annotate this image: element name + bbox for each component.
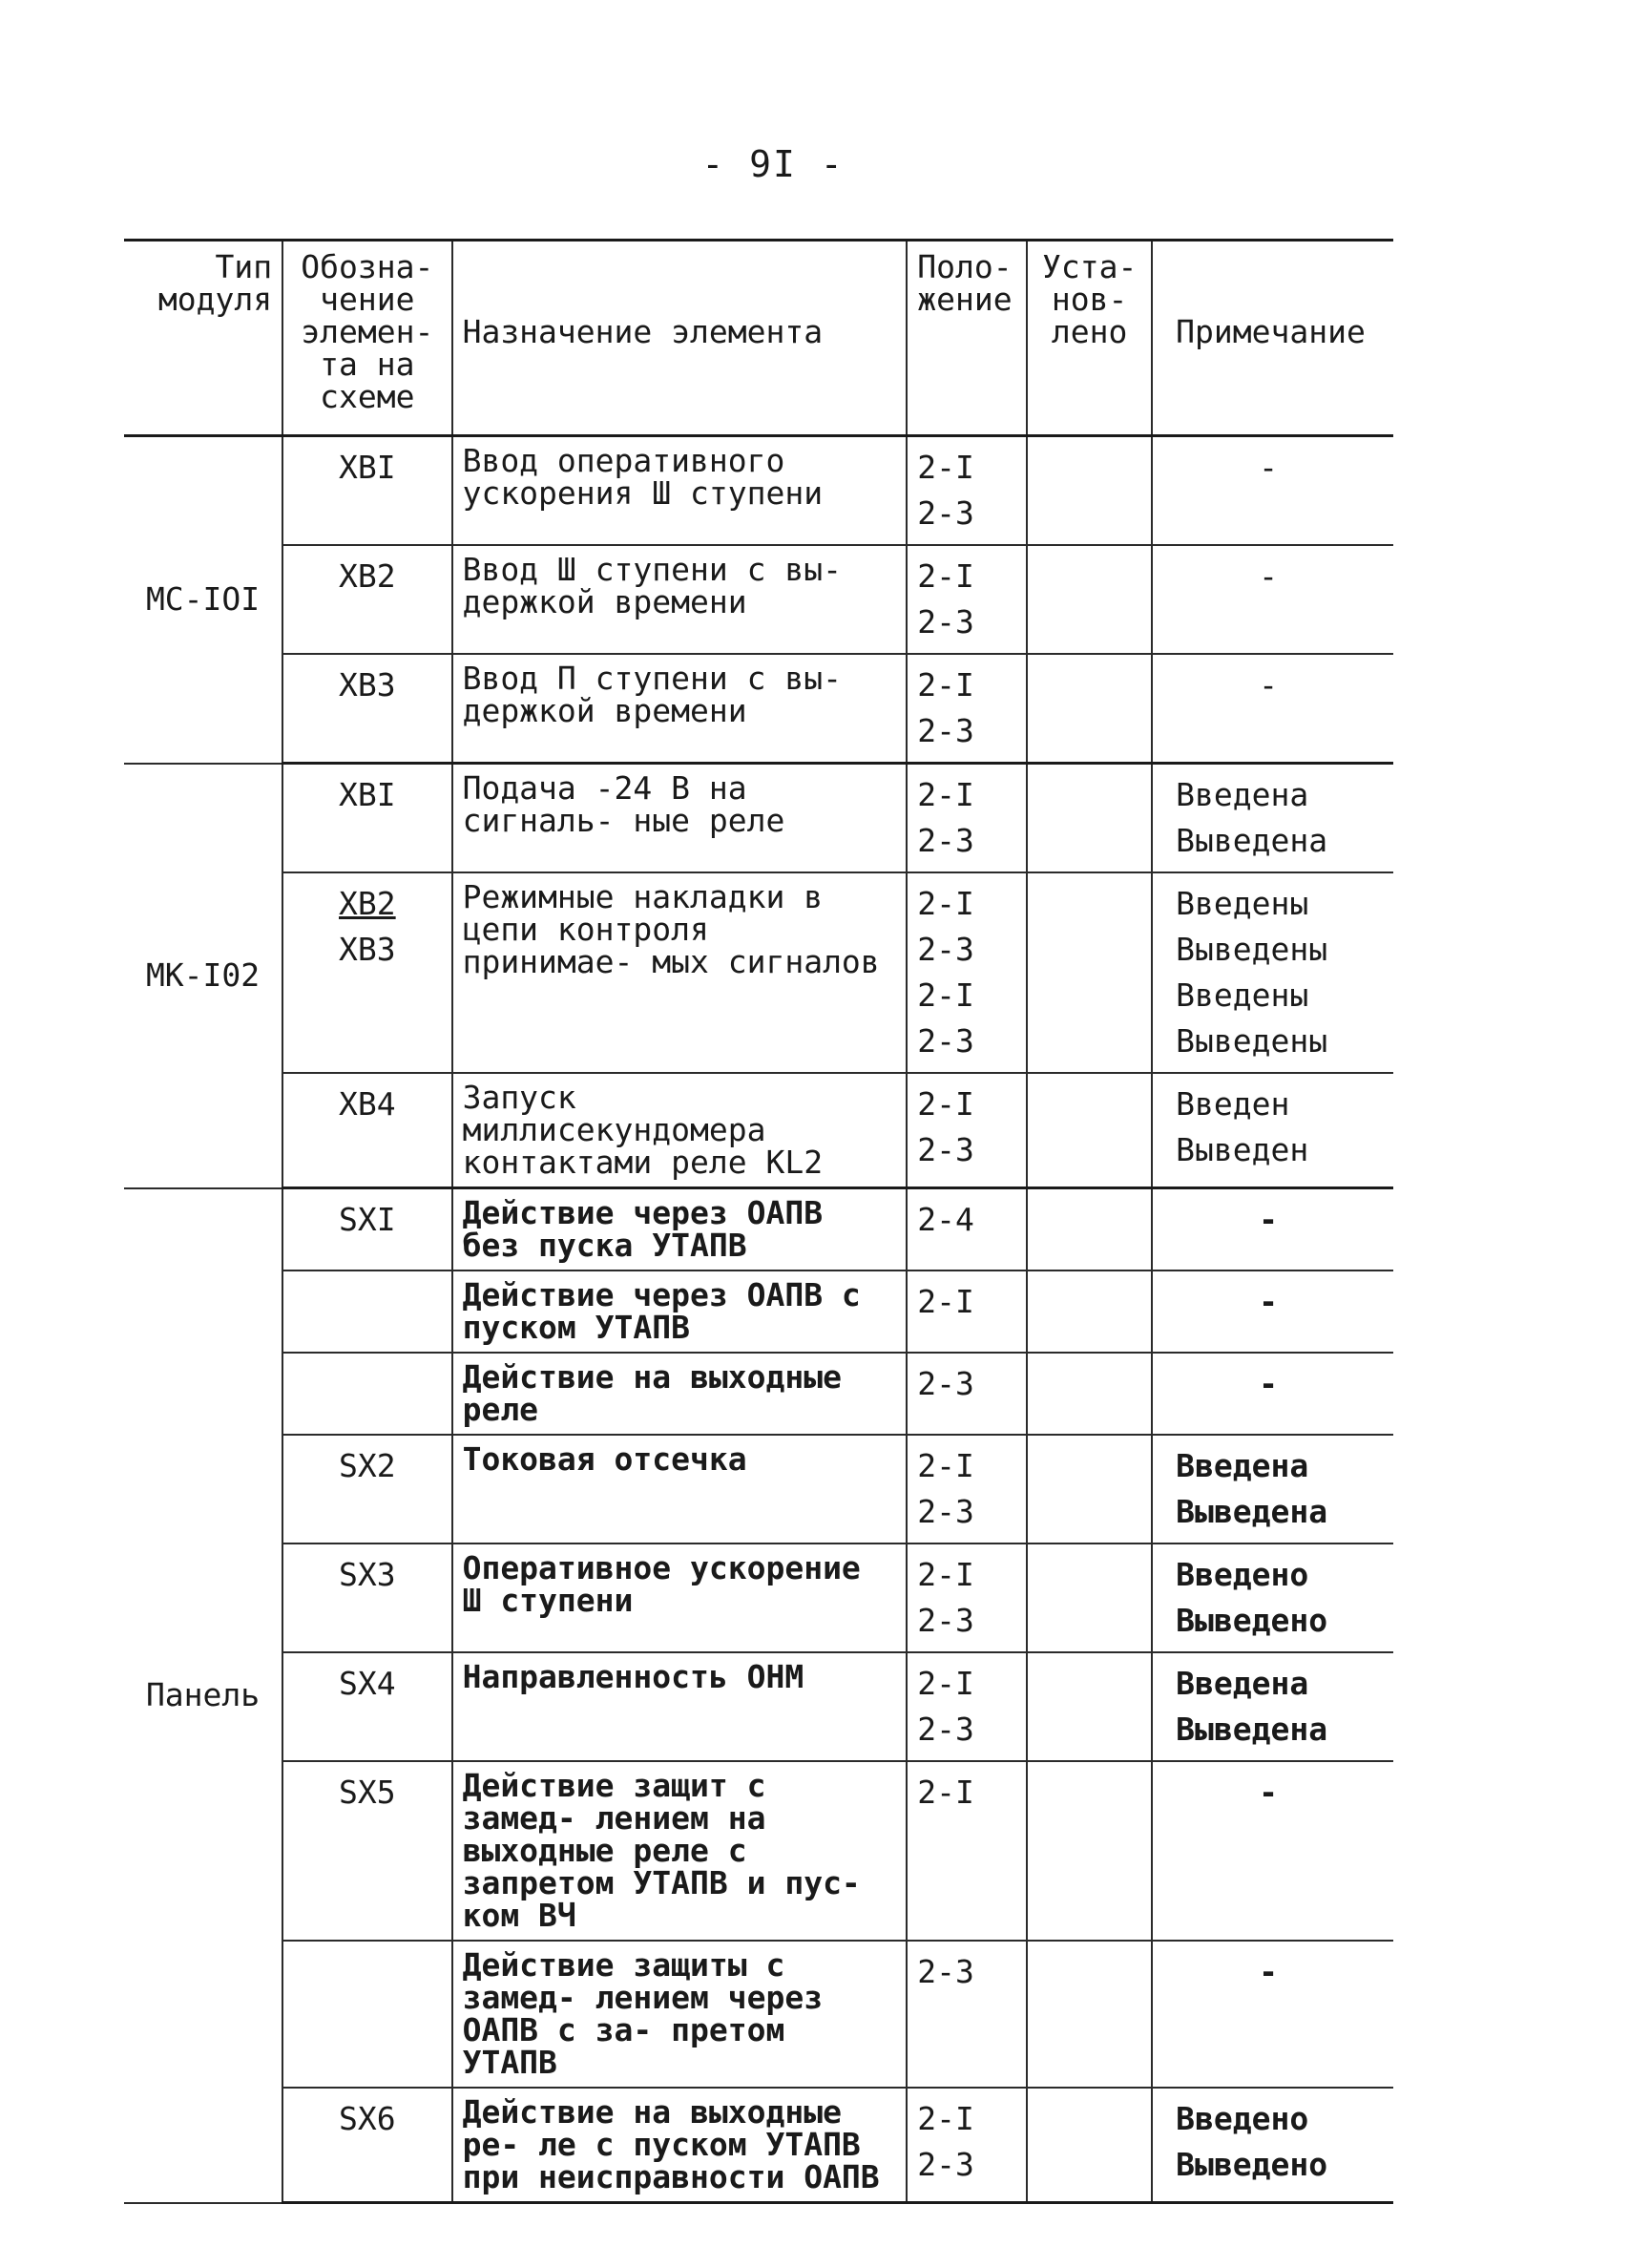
designation-cell <box>282 1073 451 1188</box>
position-cell <box>907 1941 1027 2088</box>
designation-cell <box>282 1188 451 1271</box>
position-value: 2-3 <box>917 1131 974 1168</box>
position-value: 2-3 <box>917 1022 974 1060</box>
header-installed: Уста- нов- лено <box>1027 241 1152 436</box>
installed-cell <box>1027 1188 1152 1271</box>
designation-text: SX5 <box>339 1774 396 1811</box>
note-cell <box>1152 1270 1393 1353</box>
installed-cell <box>1027 1652 1152 1761</box>
note-value: Введено <box>1176 1556 1309 1593</box>
designation-cell <box>282 1353 451 1435</box>
purpose-cell: Действие на выходные ре- ле с пуском УТАПВ при неисправности ОАПВ <box>452 2088 908 2203</box>
header-note: Примечание <box>1152 241 1393 436</box>
note-cell <box>1152 654 1393 764</box>
table-row <box>124 1652 1393 1761</box>
designation-text: SX4 <box>339 1665 396 1702</box>
note-value: - <box>1259 1953 1279 1990</box>
note-value: Введена <box>1176 776 1309 813</box>
position-value: 2-I <box>917 557 974 595</box>
position-value: 2-3 <box>917 1711 974 1748</box>
designation-text <box>293 1361 441 1407</box>
table-row <box>124 1435 1393 1544</box>
installed-cell <box>1027 872 1152 1073</box>
purpose-cell: Действие через ОАПВ без пуска УТАПВ <box>452 1188 908 1271</box>
note-value: Выведено <box>1176 2146 1328 2183</box>
designation-cell <box>282 654 451 764</box>
position-value: 2-I <box>917 1556 974 1593</box>
purpose-cell: Ввод П ступени с вы- держкой времени <box>452 654 908 764</box>
note-value: - <box>1259 557 1279 595</box>
installed-cell <box>1027 436 1152 546</box>
position-value: 2-3 <box>917 494 974 532</box>
position-cell <box>907 1652 1027 1761</box>
table-row <box>124 545 1393 654</box>
note-cell <box>1152 1435 1393 1544</box>
note-value: Введено <box>1176 2100 1309 2137</box>
designation-cell <box>282 545 451 654</box>
position-cell <box>907 1270 1027 1353</box>
purpose-cell: Токовая отсечка <box>452 1435 908 1544</box>
note-value: Выведены <box>1176 931 1328 968</box>
position-cell <box>907 2088 1027 2203</box>
designation-text: XBI <box>339 776 396 813</box>
designation-text: XB2 <box>339 557 396 595</box>
position-value: 2-I <box>917 1447 974 1484</box>
note-value: Выведена <box>1176 822 1328 859</box>
note-cell <box>1152 1941 1393 2088</box>
module-type-cell: Панель <box>124 1188 282 2203</box>
table-row <box>124 436 1393 546</box>
position-value: 2-3 <box>917 603 974 640</box>
installed-cell <box>1027 1761 1152 1941</box>
header-designation: Обозна- чение элемен- та на схеме <box>282 241 451 436</box>
position-value: 2-3 <box>917 1953 974 1990</box>
purpose-cell: Ввод оперативного ускорения Ш ступени <box>452 436 908 546</box>
note-cell <box>1152 1073 1393 1188</box>
installed-cell <box>1027 1073 1152 1188</box>
note-cell <box>1152 1652 1393 1761</box>
table-row <box>124 1270 1393 1353</box>
position-value: 2-I <box>917 1085 974 1123</box>
note-value: Введена <box>1176 1665 1309 1702</box>
table-row <box>124 1353 1393 1435</box>
installed-cell <box>1027 1353 1152 1435</box>
designation-cell <box>282 1761 451 1941</box>
note-value: Введены <box>1176 885 1309 922</box>
designation-text: XB3 <box>339 931 396 968</box>
page-number: - 9I - <box>701 143 845 185</box>
note-cell <box>1152 436 1393 546</box>
position-cell <box>907 1435 1027 1544</box>
position-cell <box>907 1073 1027 1188</box>
designation-text: SX3 <box>339 1556 396 1593</box>
position-value: 2-3 <box>917 1493 974 1530</box>
purpose-cell: Подача -24 В на сигналь- ные реле <box>452 764 908 873</box>
note-value: - <box>1259 1774 1279 1811</box>
note-value: Введен <box>1176 1085 1290 1123</box>
position-cell <box>907 764 1027 873</box>
note-cell <box>1152 1188 1393 1271</box>
designation-cell <box>282 2088 451 2203</box>
designation-cell <box>282 764 451 873</box>
position-value: 2-3 <box>917 2146 974 2183</box>
designation-cell <box>282 1544 451 1652</box>
purpose-cell: Запуск миллисекундомера контактами реле КL2 <box>452 1073 908 1188</box>
table-row <box>124 654 1393 764</box>
position-cell <box>907 654 1027 764</box>
designation-cell <box>282 872 451 1073</box>
position-value: 2-3 <box>917 1365 974 1402</box>
installed-cell <box>1027 1544 1152 1652</box>
designation-text: XBI <box>339 449 396 486</box>
designation-cell <box>282 1652 451 1761</box>
table-row <box>124 1941 1393 2088</box>
table-row <box>124 1544 1393 1652</box>
note-cell <box>1152 1761 1393 1941</box>
designation-cell <box>282 1270 451 1353</box>
position-value: 2-I <box>917 976 974 1014</box>
position-cell <box>907 545 1027 654</box>
installed-cell <box>1027 1270 1152 1353</box>
settings-table-container <box>124 239 1393 2204</box>
table-row <box>124 2088 1393 2203</box>
table-row <box>124 872 1393 1073</box>
note-value: Выведен <box>1176 1131 1309 1168</box>
module-type-cell: МК-I02 <box>124 764 282 1188</box>
purpose-cell: Действие на выходные реле <box>452 1353 908 1435</box>
purpose-cell: Действие защит с замед- лением на выходные реле с запретом УТАПВ и пус- ком ВЧ <box>452 1761 908 1941</box>
table-body <box>124 436 1393 2203</box>
installed-cell <box>1027 1435 1152 1544</box>
note-cell <box>1152 1544 1393 1652</box>
installed-cell <box>1027 1941 1152 2088</box>
note-value: Введены <box>1176 976 1309 1014</box>
position-value: 2-I <box>917 885 974 922</box>
position-cell <box>907 1761 1027 1941</box>
purpose-cell: Действие защиты с замед- лением через ОАПВ с за- претом УТАПВ <box>452 1941 908 2088</box>
position-cell <box>907 872 1027 1073</box>
purpose-cell: Действие через ОАПВ с пуском УТАПВ <box>452 1270 908 1353</box>
designation-text: SX2 <box>339 1447 396 1484</box>
note-value: Выведено <box>1176 1602 1328 1639</box>
installed-cell <box>1027 764 1152 873</box>
header-module-type: Тип модуля <box>124 241 282 436</box>
position-value: 2-3 <box>917 712 974 749</box>
position-value: 2-I <box>917 2100 974 2137</box>
purpose-cell: Оперативное ускорение Ш ступени <box>452 1544 908 1652</box>
note-value: Выведены <box>1176 1022 1328 1060</box>
position-cell <box>907 1188 1027 1271</box>
position-value: 2-3 <box>917 1602 974 1639</box>
designation-cell <box>282 1941 451 2088</box>
designation-text: SX6 <box>339 2100 396 2137</box>
position-value: 2-I <box>917 666 974 704</box>
position-value: 2-I <box>917 776 974 813</box>
designation-text: XB4 <box>339 1085 396 1123</box>
designation-text <box>293 1279 441 1325</box>
table-row <box>124 1073 1393 1188</box>
settings-table <box>124 239 1393 2204</box>
note-cell <box>1152 764 1393 873</box>
note-value: Выведена <box>1176 1711 1328 1748</box>
purpose-cell: Ввод Ш ступени с вы- держкой времени <box>452 545 908 654</box>
designation-cell <box>282 1435 451 1544</box>
note-value: Введена <box>1176 1447 1309 1484</box>
position-value: 2-I <box>917 449 974 486</box>
note-cell <box>1152 872 1393 1073</box>
position-cell <box>907 436 1027 546</box>
note-cell <box>1152 545 1393 654</box>
position-cell <box>907 1544 1027 1652</box>
position-value: 2-3 <box>917 822 974 859</box>
table-row <box>124 1761 1393 1941</box>
note-value: - <box>1259 1365 1279 1402</box>
note-cell <box>1152 1353 1393 1435</box>
note-value: - <box>1259 666 1279 704</box>
note-cell <box>1152 2088 1393 2203</box>
position-cell <box>907 1353 1027 1435</box>
table-row <box>124 1188 1393 1271</box>
designation-cell <box>282 436 451 546</box>
position-value: 2-I <box>917 1774 974 1811</box>
table-row <box>124 764 1393 873</box>
header-purpose: Назначение элемента <box>452 241 908 436</box>
note-value: - <box>1259 1283 1279 1320</box>
installed-cell <box>1027 654 1152 764</box>
header-position: Поло- жение <box>907 241 1027 436</box>
purpose-cell: Направленность ОНМ <box>452 1652 908 1761</box>
designation-text <box>293 1949 441 1995</box>
note-value: - <box>1259 449 1279 486</box>
designation-text: SXI <box>339 1201 396 1238</box>
position-value: 2-3 <box>917 931 974 968</box>
purpose-cell: Режимные накладки в цепи контроля принимае- мых сигналов <box>452 872 908 1073</box>
module-type-cell: МС-IOI <box>124 436 282 764</box>
position-value: 2-I <box>917 1665 974 1702</box>
table-header-row <box>124 241 1393 436</box>
note-value: Выведена <box>1176 1493 1328 1530</box>
installed-cell <box>1027 545 1152 654</box>
position-value: 2-4 <box>917 1201 974 1238</box>
designation-text: XB2 <box>339 885 396 922</box>
designation-text: XB3 <box>339 666 396 704</box>
installed-cell <box>1027 2088 1152 2203</box>
note-value: - <box>1259 1201 1279 1238</box>
position-value: 2-I <box>917 1283 974 1320</box>
